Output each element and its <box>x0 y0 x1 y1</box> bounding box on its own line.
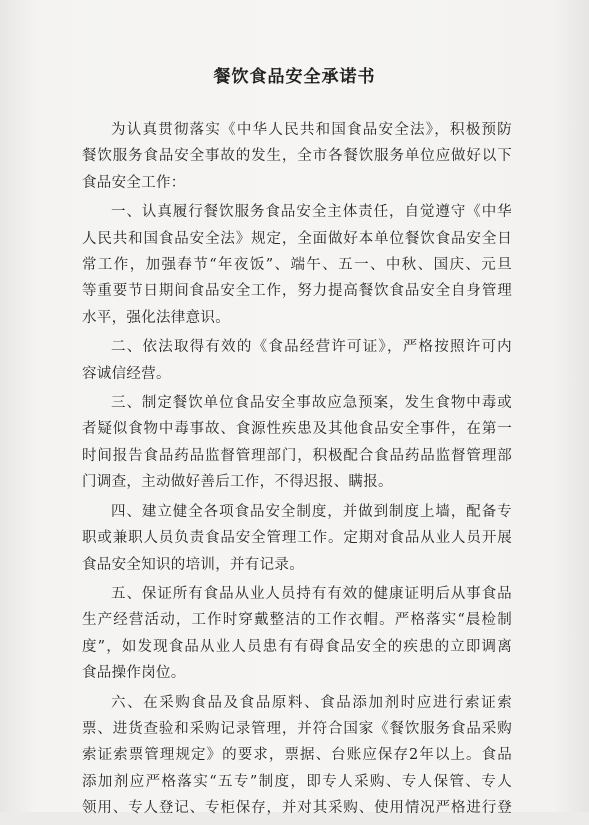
text-line: 四、建立健全各项食品安全制度，并做到制度上墙，配备专 <box>111 503 512 520</box>
text-line: 容诚信经营。 <box>82 365 171 382</box>
text-line: 生产经营活动，工作时穿戴整洁的工作衣帽。严格落实“晨检制 <box>82 612 512 629</box>
text-line: 职或兼职人员负责食品安全管理工作。定期对食品从业人员开展 <box>82 530 512 547</box>
paragraph-item-5 <box>82 581 512 687</box>
text-line: 票、进货查验和采购记录管理，并符合国家《餐饮服务食品采购 <box>82 720 512 737</box>
text-line: 门调查，主动做好善后工作，不得迟报、瞒报。 <box>82 474 393 491</box>
text-line: 食品安全知识的培训，并有记录。 <box>82 556 304 573</box>
text-line: 度”，如发现食品从业人员患有有碍食品安全的疾患的立即调离 <box>82 638 512 655</box>
paragraph-item-3 <box>82 390 512 496</box>
text-line: 水平，强化法律意识。 <box>82 309 230 326</box>
text-line: 者疑似食物中毒事故、食源性疾患及其他食品安全事件，在第一 <box>82 421 512 438</box>
text-line: 时间报告食品药品监督管理部门，积极配合食品药品监督管理部 <box>82 447 512 464</box>
paragraph-item-1 <box>82 199 512 331</box>
text-line: 六、在采购食品及食品原料、食品添加剂时应进行索证索 <box>111 694 512 711</box>
paragraph-intro <box>82 117 512 196</box>
text-line: 五、保证所有食品从业人员持有有效的健康证明后从事食品 <box>111 585 512 602</box>
text-line: 二、依法取得有效的《食品经营许可证》，严格按照许可内 <box>111 339 512 356</box>
text-line: 食品安全工作： <box>82 174 186 191</box>
text-line: 索证索票管理规定》的要求，票据、台账应保存2年以上。食品 <box>82 747 512 764</box>
text-line: 人民共和国食品安全法》规定，全面做好本单位餐饮食品安全日 <box>82 230 512 247</box>
document-body <box>82 117 512 825</box>
text-line: 三、制定餐饮单位食品安全事故应急预案，发生食物中毒或 <box>111 395 512 412</box>
paragraph-item-4 <box>82 499 512 578</box>
text-line: 餐饮服务食品安全事故的发生，全市各餐饮服务单位应做好以下 <box>82 148 512 165</box>
text-line: 领用、专人登记、专柜保存，并对其采购、使用情况严格进行登 <box>82 800 512 817</box>
text-line: 常工作，加强春节“年夜饭”、端午、五一、中秋、国庆、元旦 <box>82 257 512 274</box>
text-line: 食品操作岗位。 <box>82 665 186 682</box>
text-line: 为认真贯彻落实《中华人民共和国食品安全法》，积极预防 <box>111 122 512 138</box>
text-line: 一、认真履行餐饮服务食品安全主体责任，自觉遵守《中华 <box>111 204 512 221</box>
paragraph-item-6 <box>82 690 512 822</box>
text-line: 添加剂应严格落实“五专”制度，即专人采购、专人保管、专人 <box>82 773 512 790</box>
text-line: 等重要节日期间食品安全工作，努力提高餐饮食品安全自身管理 <box>82 283 512 300</box>
document-title: 餐饮食品安全承诺书 <box>213 67 376 87</box>
paragraph-item-2 <box>82 334 512 387</box>
